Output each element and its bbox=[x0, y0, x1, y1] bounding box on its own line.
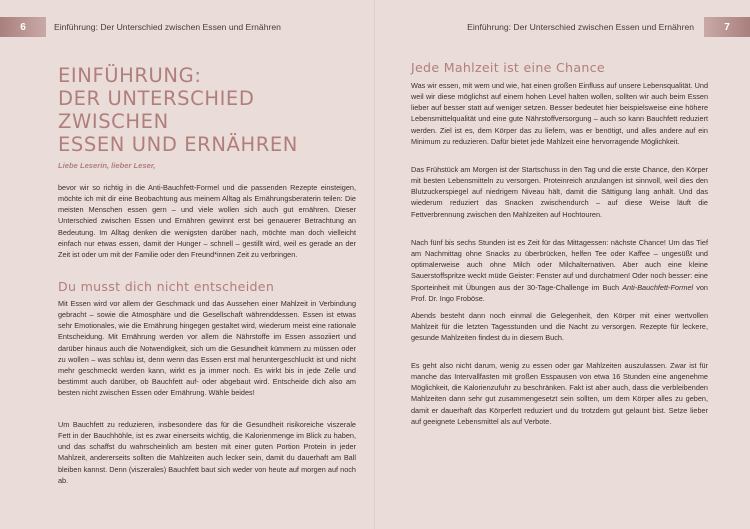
body-text-run: von Prof. Dr. Ingo Froböse. bbox=[411, 282, 708, 303]
section-heading: Jede Mahlzeit ist eine Chance bbox=[411, 60, 605, 75]
chapter-title-line: EINFÜHRUNG: bbox=[58, 64, 202, 87]
body-paragraph bbox=[411, 237, 708, 304]
left-page-header bbox=[0, 17, 281, 37]
body-paragraph: Abends besteht dann noch einmal die Gelegenheit, den Körper mit einer wertvollen Mahlzeit für die letzten Tagesstunden und die Nacht zu versorgen. Rezepte für leckere, gesunde Mahlzeiten findest du in diesem Buch. bbox=[411, 311, 708, 343]
chapter-title-line: ESSEN UND ERNÄHREN bbox=[58, 133, 298, 156]
chapter-title bbox=[58, 64, 358, 156]
running-head: Einführung: Der Unterschied zwischen Essen und Ernähren bbox=[54, 22, 281, 32]
intro-paragraph: bevor wir so richtig in die Anti-Bauchfett-Formel und die passenden Rezepte einsteigen, möchte ich mit dir eine Beobachtung aus meinem Alltag als Ernährungsberaterin teilen: Die meisten Menschen essen gern – und viele wollen sich auch gut ernähren. Dieser Unterschied zwischen Essen und Ernähren gewinnt erst bei genauerer Betrachtung an Bedeutung. Im Alltag denken die wenigsten darüber nach, möchte man doch vielleicht einfach nur etwas essen, damit der Hunger – schnell – gestillt wird, weil es gerade an der Zeit ist oder um mit der Familie oder den Freund*innen Zeit zu verbringen. bbox=[58, 183, 356, 259]
chapter-title-line: DER UNTERSCHIED ZWISCHEN bbox=[58, 87, 255, 133]
page-number-tab: 6 bbox=[0, 17, 46, 37]
page-number-tab: 7 bbox=[704, 17, 750, 37]
running-head: Einführung: Der Unterschied zwischen Essen und Ernähren bbox=[467, 22, 694, 32]
body-paragraph: Das Frühstück am Morgen ist der Startschuss in den Tag und die erste Chance, den Körper mit besten Lebensmitteln zu versorgen. Proteinreich anzulangen ist sinnvoll, weil dies den Blutzuckerspiegel auf niedrigem Niveau hält, damit die Sättigung lang anhält. Und das wiederum reduziert das Snacken zwischendurch – auf diese Weise läuft die Fettverbrennung zwischen den Mahlzeiten auf Hochtouren. bbox=[411, 165, 708, 219]
body-paragraph: Um Bauchfett zu reduzieren, insbesondere das für die Gesundheit risikoreiche viszerale Fett in der Bauchhöhle, ist es zwar einerseits wichtig, die Kalorienmenge im Blick zu haben, und das schaffst du wahrscheinlich am besten mit einer guten Portion Protein in jeder Mahlzeit, andererseits sollten die Mahlzeiten auch lecker sein, damit du dauerhaft am Ball bleiben kannst. Denn (viszerales) Bauchfett baut sich weder von heute auf morgen auf noch ab. bbox=[58, 420, 356, 485]
right-page-header bbox=[467, 17, 750, 37]
body-text-run: Nach fünf bis sechs Stunden ist es Zeit für das Mittagessen: nächste Chance! Um das Tief am Nachmittag ohne Snacks zu überbrücken, helfen Tee oder Kaffee – ungesüßt und optimalerweise auch ohne Milch oder Milchalternativen. Aber auch eine kleine Sauerstoffspritze weckt müde Geister: Fenster auf und durchatmen! Oder noch besser: eine Sporteinheit mit Übungen aus der 30-Tage-Challenge im Buch bbox=[411, 238, 708, 292]
body-paragraph: Was wir essen, mit wem und wie, hat einen großen Einfluss auf unsere Lebensqualität. Und weil wir diese möglichst auf einem hohen Level halten wollen, sollten wir auch beim Essen lieber auf besser statt auf weniger setzen. Besser bedeutet hier beispielsweise eine höhere Lebensmittelqualität und eine gute Nährstoffversorgung – auch so kann Bauchfett reduziert werden. Ziel ist es, dem Körper das zu liefern, was er benötigt, und alles andere auf ein Minimum zu reduzieren. Dafür bietet jede Mahlzeit eine hervorragende Möglichkeit. bbox=[411, 81, 708, 146]
book-title: Anti-Bauchfett-Formel bbox=[622, 282, 694, 292]
section-heading: Du musst dich nicht entscheiden bbox=[58, 279, 275, 294]
body-paragraph: Mit Essen wird vor allem der Geschmack und das Aussehen einer Mahlzeit in Verbindung gebracht – sowie die Atmosphäre und die Gesellschaft währenddessen. Essen ist etwas sehr Emotionales, wie die Ernährung hingegen gestaltet wird, wiederum meist eine rationale Entscheidung. Mit Ernährung werden vor allem die Nährstoffe im Essen assoziiert und darüber hinaus auch die Notwendigkeit, sich um die Gesundheit kümmern zu müssen oder zu wollen – was schlau ist, denn wenn das Essen erst mal heruntergeschluckt ist und nicht mehr geschmeckt werden kann, wirkt es ja immer noch. Es wirkt bis in jede Zelle und bestimmt auch darüber, ob Bauchfett auf- oder abgebaut wird. Entscheide dich also am besten nicht zwischen Essen oder Ernährung. Wähle beides! bbox=[58, 299, 356, 398]
body-paragraph: Es geht also nicht darum, wenig zu essen oder gar Mahlzeiten auszulassen. Zwar ist für manche das Intervallfasten mit großen Esspausen von etwa 16 Stunden eine angenehme Möglichkeit, die Kalorienzufuhr zu beschränken. Fakt ist aber auch, dass die verbleibenden Mahlzeiten dann sehr gut zusammengesetzt sein sollten, um dem Körper alles zu geben, damit er dauerhaft das Körperfett reduziert und du trotzdem gut gelaunt bist. Setze lieber auf geeignete Lebensmittel als auf Verbote. bbox=[411, 361, 708, 426]
salutation: Liebe Leserin, lieber Leser, bbox=[58, 161, 156, 170]
